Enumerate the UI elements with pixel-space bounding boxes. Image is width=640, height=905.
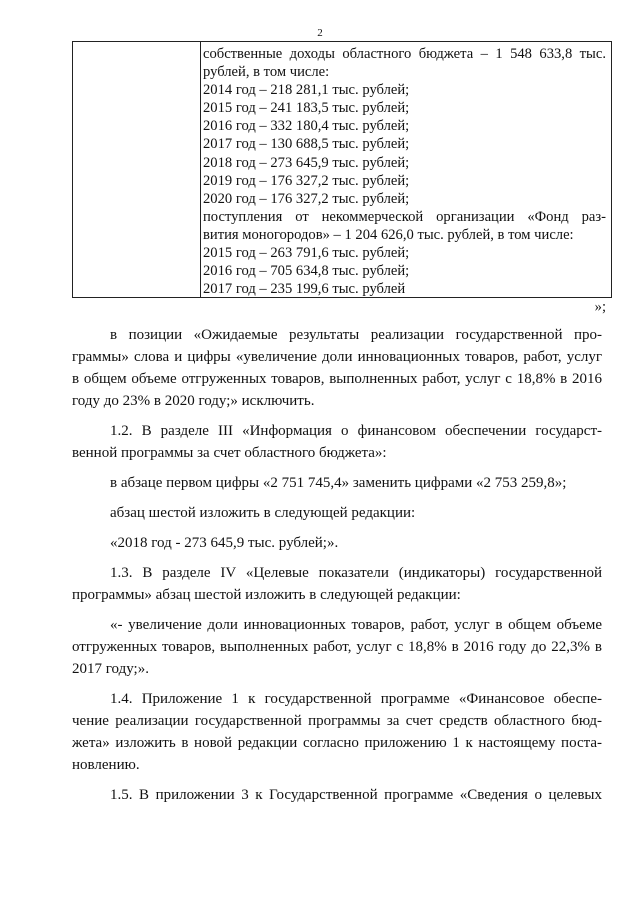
paragraph-appendix-1 <box>72 688 602 776</box>
text-line: жета» изложить в новой редакции согласно приложению 1 к настоящему поста- <box>72 735 602 751</box>
document-body <box>72 324 602 806</box>
text-line: граммы» слова и цифры «увеличение доли инновационных товаров, работ, услуг <box>72 349 602 365</box>
closing-quote: »; <box>594 299 606 315</box>
paragraph-2018-value <box>72 532 602 554</box>
table-line: поступления от некоммерческой организации «Фонд раз- <box>203 208 606 225</box>
page-number: 2 <box>317 27 323 39</box>
table-column-divider <box>200 42 201 297</box>
text-line: программы» абзац шестой изложить в следующей редакции: <box>72 587 461 603</box>
table-line: вития моногородов» – 1 204 626,0 тыс. рублей, в том числе: <box>203 226 574 243</box>
text-line: новлению. <box>72 757 140 773</box>
text-line: в позиции «Ожидаемые результаты реализации государственной про- <box>110 327 602 343</box>
table-line: 2018 год – 273 645,9 тыс. рублей; <box>203 154 410 171</box>
financing-details-cell <box>203 45 606 298</box>
table-line: 2016 год – 332 180,4 тыс. рублей; <box>203 118 410 135</box>
table-line: 2016 год – 705 634,8 тыс. рублей; <box>203 263 410 280</box>
paragraph-expected-results <box>72 324 602 412</box>
text-line: в общем объеме отгруженных товаров, выполненных работ, услуг с 18,8% в 2016 <box>72 371 602 387</box>
financing-table <box>72 41 612 298</box>
table-line: 2017 год – 235 199,6 тыс. рублей <box>203 281 406 298</box>
text-line: в абзаце первом цифры «2 751 745,4» заменить цифрами «2 753 259,8»; <box>110 475 567 491</box>
paragraph-innovation-share <box>72 614 602 680</box>
table-line: собственные доходы областного бюджета – 1 548 633,8 тыс. <box>203 46 606 62</box>
text-line: венной программы за счет областного бюджета»: <box>72 445 387 461</box>
text-line: 1.4. Приложение 1 к государственной программе «Финансовое обеспе- <box>110 691 602 707</box>
paragraph-appendix-3 <box>72 784 602 806</box>
text-line: 1.2. В разделе III «Информация о финансовом обеспечении государст- <box>110 423 602 439</box>
table-line: рублей, в том числе: <box>203 64 330 81</box>
text-line: 1.3. В разделе IV «Целевые показатели (индикаторы) государственной <box>110 565 602 581</box>
table-line: 2017 год – 130 688,5 тыс. рублей; <box>203 136 410 153</box>
text-line: 1.5. В приложении 3 к Государственной программе «Сведения о целевых <box>110 787 602 803</box>
table-line: 2015 год – 263 791,6 тыс. рублей; <box>203 245 410 262</box>
text-line: абзац шестой изложить в следующей редакции: <box>110 505 416 521</box>
text-line: году до 23% в 2020 году;» исключить. <box>72 393 315 409</box>
paragraph-first-abzac <box>72 472 602 494</box>
paragraph-section-4 <box>72 562 602 606</box>
table-line: 2019 год – 176 327,2 тыс. рублей; <box>203 172 410 189</box>
table-line: 2015 год – 241 183,5 тыс. рублей; <box>203 100 410 117</box>
table-line: 2014 год – 218 281,1 тыс. рублей; <box>203 82 410 99</box>
text-line: чение реализации государственной программы за счет средств областного бюд- <box>72 713 602 729</box>
paragraph-sixth-abzac <box>72 502 602 524</box>
paragraph-section-3 <box>72 420 602 464</box>
text-line: отгруженных товаров, выполненных работ, услуг с 18,8% в 2016 году до 22,3% в <box>72 639 602 655</box>
text-line: «2018 год - 273 645,9 тыс. рублей;». <box>110 535 339 551</box>
text-line: «- увеличение доли инновационных товаров, работ, услуг в общем объеме <box>110 617 602 633</box>
text-line: 2017 году;». <box>72 661 149 677</box>
table-line: 2020 год – 176 327,2 тыс. рублей; <box>203 190 410 207</box>
